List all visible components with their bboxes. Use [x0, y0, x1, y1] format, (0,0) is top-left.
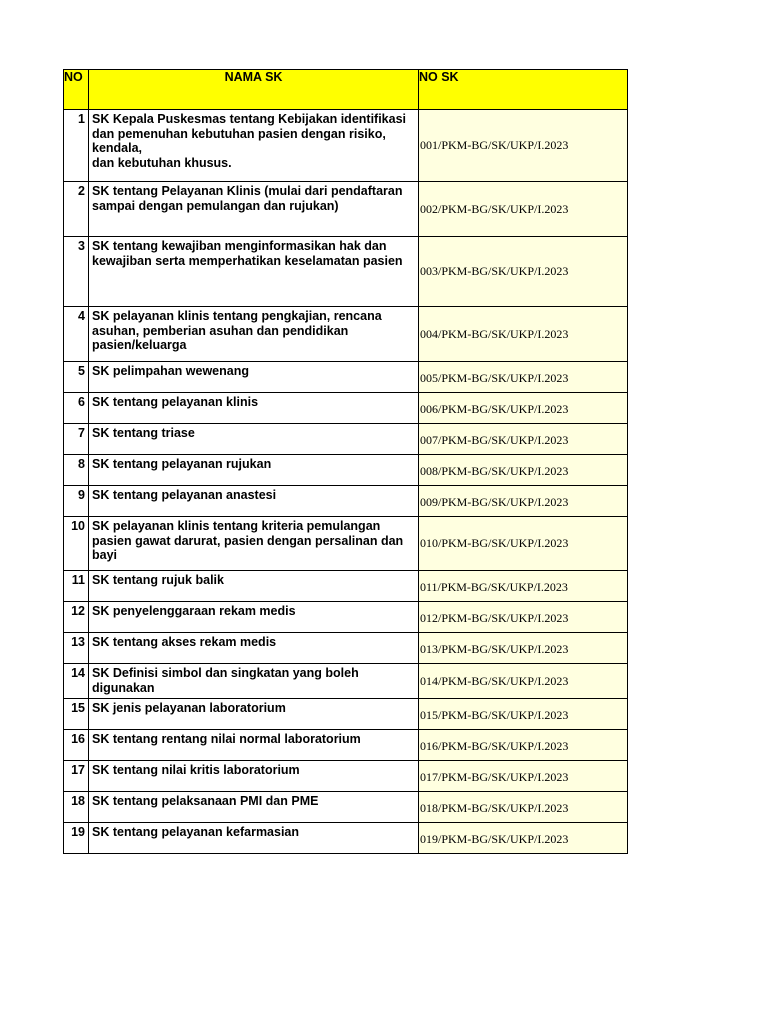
- sk-name[interactable]: SK tentang pelaksanaan PMI dan PME: [89, 792, 419, 823]
- sk-number[interactable]: 001/PKM-BG/SK/UKP/I.2023: [419, 110, 628, 182]
- table-row: [64, 393, 628, 424]
- row-number[interactable]: 15: [64, 699, 89, 730]
- sk-number[interactable]: 019/PKM-BG/SK/UKP/I.2023: [419, 823, 628, 854]
- sk-number[interactable]: 013/PKM-BG/SK/UKP/I.2023: [419, 633, 628, 664]
- sk-number[interactable]: 002/PKM-BG/SK/UKP/I.2023: [419, 182, 628, 237]
- header-no-sk[interactable]: NO SK: [419, 70, 628, 110]
- row-number[interactable]: 9: [64, 486, 89, 517]
- row-number[interactable]: 16: [64, 730, 89, 761]
- sk-name[interactable]: SK tentang kewajiban menginformasikan hak dan kewajiban serta memperhatikan keselamatan pasien: [89, 237, 419, 307]
- sk-name[interactable]: SK tentang nilai kritis laboratorium: [89, 761, 419, 792]
- sk-number[interactable]: 003/PKM-BG/SK/UKP/I.2023: [419, 237, 628, 307]
- sk-number[interactable]: 004/PKM-BG/SK/UKP/I.2023: [419, 307, 628, 362]
- sk-number[interactable]: 015/PKM-BG/SK/UKP/I.2023: [419, 699, 628, 730]
- table-row: [64, 699, 628, 730]
- table-row: [64, 823, 628, 854]
- sk-number[interactable]: 011/PKM-BG/SK/UKP/I.2023: [419, 571, 628, 602]
- sk-name[interactable]: SK tentang rentang nilai normal laboratorium: [89, 730, 419, 761]
- row-number[interactable]: 5: [64, 362, 89, 393]
- table-row: [64, 237, 628, 307]
- row-number[interactable]: 19: [64, 823, 89, 854]
- row-number[interactable]: 13: [64, 633, 89, 664]
- row-number[interactable]: 11: [64, 571, 89, 602]
- header-nama-sk[interactable]: NAMA SK: [89, 70, 419, 110]
- table-row: [64, 633, 628, 664]
- row-number[interactable]: 17: [64, 761, 89, 792]
- table-row: [64, 182, 628, 237]
- header-row: [64, 70, 628, 110]
- sk-name[interactable]: SK tentang pelayanan anastesi: [89, 486, 419, 517]
- table-row: [64, 307, 628, 362]
- table-row: [64, 761, 628, 792]
- sk-number[interactable]: 006/PKM-BG/SK/UKP/I.2023: [419, 393, 628, 424]
- row-number[interactable]: 7: [64, 424, 89, 455]
- sk-name[interactable]: SK pelayanan klinis tentang kriteria pemulangan pasien gawat darurat, pasien dengan persalinan dan bayi: [89, 517, 419, 571]
- sk-name[interactable]: SK Definisi simbol dan singkatan yang boleh digunakan: [89, 664, 419, 699]
- sk-name[interactable]: SK penyelenggaraan rekam medis: [89, 602, 419, 633]
- row-number[interactable]: 3: [64, 237, 89, 307]
- sk-name[interactable]: SK tentang pelayanan klinis: [89, 393, 419, 424]
- sk-name[interactable]: SK jenis pelayanan laboratorium: [89, 699, 419, 730]
- row-number[interactable]: 6: [64, 393, 89, 424]
- sk-number[interactable]: 009/PKM-BG/SK/UKP/I.2023: [419, 486, 628, 517]
- sk-number[interactable]: 016/PKM-BG/SK/UKP/I.2023: [419, 730, 628, 761]
- row-number[interactable]: 14: [64, 664, 89, 699]
- sk-number[interactable]: 018/PKM-BG/SK/UKP/I.2023: [419, 792, 628, 823]
- sk-name[interactable]: SK tentang rujuk balik: [89, 571, 419, 602]
- row-number[interactable]: 2: [64, 182, 89, 237]
- sk-name[interactable]: SK Kepala Puskesmas tentang Kebijakan identifikasi dan pemenuhan kebutuhan pasien dengan risiko, kendala, dan kebutuhan khusus.: [89, 110, 419, 182]
- row-number[interactable]: 12: [64, 602, 89, 633]
- sk-number[interactable]: 005/PKM-BG/SK/UKP/I.2023: [419, 362, 628, 393]
- sk-table: [63, 69, 628, 854]
- row-number[interactable]: 10: [64, 517, 89, 571]
- sk-number[interactable]: 010/PKM-BG/SK/UKP/I.2023: [419, 517, 628, 571]
- sk-name[interactable]: SK tentang pelayanan kefarmasian: [89, 823, 419, 854]
- table-row: [64, 664, 628, 699]
- row-number[interactable]: 1: [64, 110, 89, 182]
- header-no[interactable]: NO: [64, 70, 89, 110]
- sk-number[interactable]: 017/PKM-BG/SK/UKP/I.2023: [419, 761, 628, 792]
- sk-number[interactable]: 012/PKM-BG/SK/UKP/I.2023: [419, 602, 628, 633]
- table-row: [64, 424, 628, 455]
- sk-number[interactable]: 008/PKM-BG/SK/UKP/I.2023: [419, 455, 628, 486]
- sk-name[interactable]: SK tentang pelayanan rujukan: [89, 455, 419, 486]
- row-number[interactable]: 8: [64, 455, 89, 486]
- row-number[interactable]: 18: [64, 792, 89, 823]
- table-row: [64, 792, 628, 823]
- row-number[interactable]: 4: [64, 307, 89, 362]
- table-row: [64, 486, 628, 517]
- table-row: [64, 517, 628, 571]
- table-row: [64, 571, 628, 602]
- sk-number[interactable]: 007/PKM-BG/SK/UKP/I.2023: [419, 424, 628, 455]
- sk-name[interactable]: SK tentang triase: [89, 424, 419, 455]
- sk-name[interactable]: SK tentang Pelayanan Klinis (mulai dari pendaftaran sampai dengan pemulangan dan rujukan): [89, 182, 419, 237]
- table-row: [64, 455, 628, 486]
- sk-number[interactable]: 014/PKM-BG/SK/UKP/I.2023: [419, 664, 628, 699]
- table-row: [64, 110, 628, 182]
- table-row: [64, 602, 628, 633]
- sk-name[interactable]: SK tentang akses rekam medis: [89, 633, 419, 664]
- table-row: [64, 362, 628, 393]
- sk-name[interactable]: SK pelimpahan wewenang: [89, 362, 419, 393]
- table-row: [64, 730, 628, 761]
- sk-name[interactable]: SK pelayanan klinis tentang pengkajian, rencana asuhan, pemberian asuhan dan pendidikan pasien/keluarga: [89, 307, 419, 362]
